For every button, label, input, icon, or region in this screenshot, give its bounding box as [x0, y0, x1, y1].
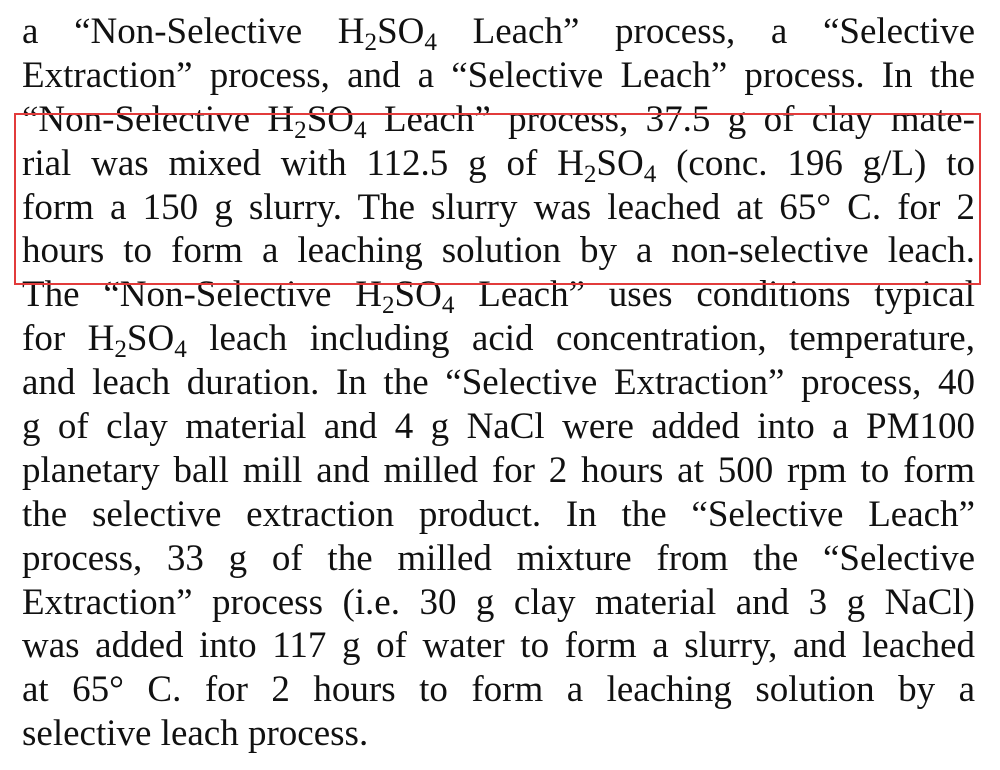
text-line: process, 33 g of the milled mixture from the “Selective — [22, 537, 975, 579]
text-line: for H2SO4 leach including acid concentration, temperature, — [22, 318, 975, 364]
text-line: hours to form a leaching solution by a non-selective leach. — [22, 230, 975, 272]
text-line: g of clay material and 4 g NaCl were added into a PM100 — [22, 406, 975, 448]
text-line: and leach duration. In the “Selective Extraction” process, 40 — [22, 362, 975, 404]
text-line: at 65° C. for 2 hours to form a leaching solution by a — [22, 669, 975, 711]
text-line: “Non-Selective H2SO4 Leach” process, 37.5 g of clay mate- — [22, 98, 975, 144]
text-line: rial was mixed with 112.5 g of H2SO4 (conc. 196 g/L) to — [22, 142, 975, 188]
text-line: Extraction” process, and a “Selective Leach” process. In the — [22, 54, 975, 96]
text-line: selective leach process. — [22, 713, 369, 755]
text-line: the selective extraction product. In the “Selective Leach” — [22, 493, 975, 535]
text-line: The “Non-Selective H2SO4 Leach” uses conditions typical — [22, 274, 975, 320]
text-line: planetary ball mill and milled for 2 hours at 500 rpm to form — [22, 449, 975, 491]
text-line: form a 150 g slurry. The slurry was leached at 65° C. for 2 — [22, 186, 975, 228]
text-line: a “Non-Selective H2SO4 Leach” process, a “Selective — [22, 11, 975, 57]
document-paragraph — [22, 10, 975, 756]
text-line: was added into 117 g of water to form a slurry, and leached — [22, 625, 975, 667]
text-line: Extraction” process (i.e. 30 g clay material and 3 g NaCl) — [22, 581, 975, 623]
